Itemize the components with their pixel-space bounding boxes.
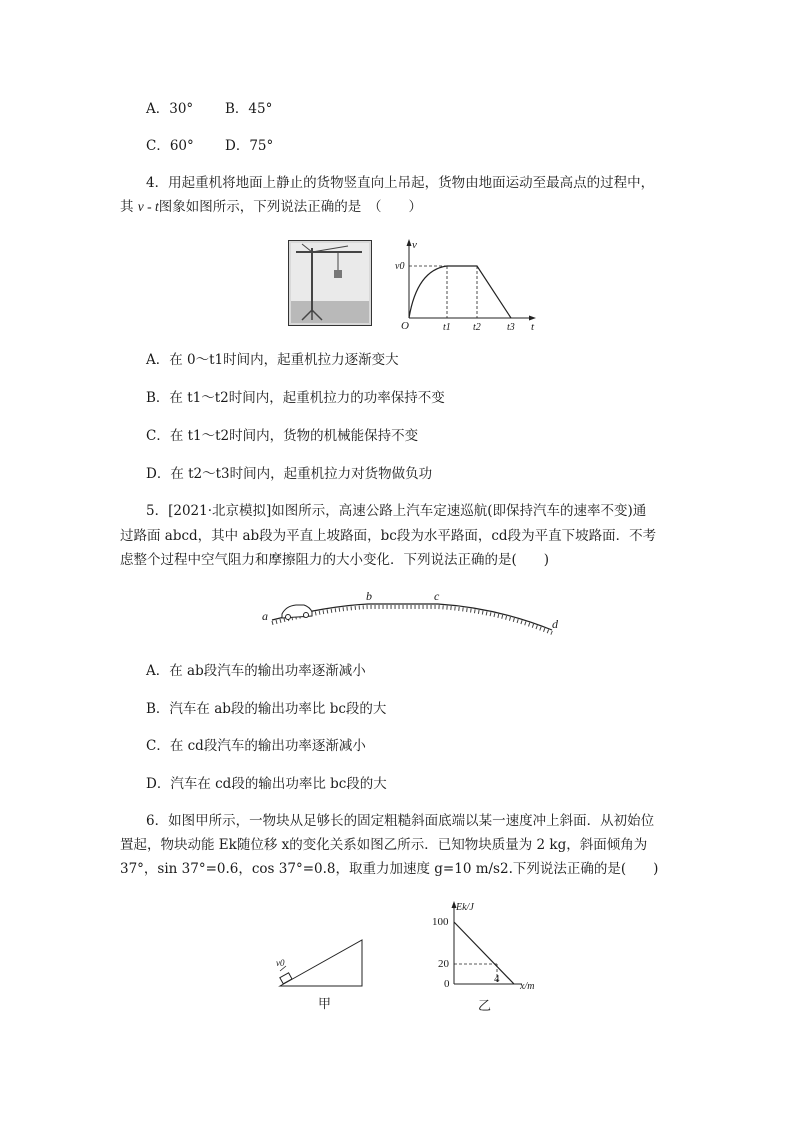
ek-axis-label: Ek/J (456, 902, 474, 913)
t3-label: t3 (507, 322, 515, 333)
q3-option-a: A．30° (146, 101, 194, 117)
q4-option-c: C．在 t1～t2时间内，货物的机械能保持不变 (146, 428, 419, 444)
tick-4: 4 (494, 973, 500, 985)
point-b-label: b (366, 589, 372, 603)
x-axis-label: x/m (520, 981, 535, 992)
figure-yi-label: 乙 (478, 998, 492, 1013)
q4-option-d: D．在 t2～t3时间内，起重机拉力对货物做负功 (146, 466, 433, 482)
q4-vt-graph (395, 236, 545, 336)
q5-road-diagram (258, 590, 568, 636)
q5-stem-line-2: 过路面 abcd，其中 ab段为平直上坡路面，bc段为水平路面，cd段为平直下坡路面．不考 (120, 528, 657, 544)
t1-label: t1 (443, 322, 451, 333)
origin-label: O (401, 320, 409, 332)
point-a-label: a (262, 609, 268, 623)
q5-stem-line-3: 虑整个过程中空气阻力和摩擦阻力的大小变化．下列说法正确的是( ) (120, 552, 550, 568)
q6-figure-yi (422, 898, 552, 1016)
q5-stem-line-1: 5．[2021·北京模拟]如图所示，高速公路上汽车定速巡航(即保持汽车的速率不变)通 (146, 503, 647, 519)
v0-label: v0 (276, 958, 285, 968)
ek-line (454, 922, 514, 984)
q6-stem-line-1: 6．如图甲所示，一物块从足够长的固定粗糙斜面底端以某一速度冲上斜面．从初始位 (146, 813, 655, 829)
q3-option-d: D．75° (225, 138, 274, 154)
v-label: v (412, 239, 417, 251)
q4-stem-line-2: 其 v - t图象如图所示，下列说法正确的是 （ ） (120, 199, 423, 215)
q6-stem-line-2: 置起，物块动能 Ek随位移 x的变化关系如图乙所示．已知物块质量为 2 kg，斜面倾角为 (120, 837, 648, 853)
tick-0: 0 (444, 978, 450, 990)
q3-option-c: C．60° (146, 138, 194, 154)
q5-option-c: C．在 cd段汽车的输出功率逐渐减小 (146, 738, 366, 754)
q4-option-a: A．在 0～t1时间内，起重机拉力逐渐变大 (146, 352, 399, 368)
v0-label: v0 (395, 261, 405, 272)
car-icon (282, 605, 312, 620)
q5-option-d: D．汽车在 cd段的输出功率比 bc段的大 (146, 776, 387, 792)
q6-stem-line-3: 37°，sin 37°=0.6，cos 37°=0.8，取重力加速度 g=10 m/s2.下列说法正确的是( ) (120, 861, 659, 877)
t-label: t (531, 321, 535, 333)
tick-100: 100 (432, 916, 449, 928)
q5-option-a: A．在 ab段汽车的输出功率逐渐减小 (146, 663, 366, 679)
crane-photo (288, 240, 372, 326)
q6-figure-jia (272, 938, 372, 1014)
figure-jia-label: 甲 (318, 996, 332, 1011)
q3-option-b: B．45° (225, 101, 273, 117)
q4-option-b: B．在 t1～t2时间内，起重机拉力的功率保持不变 (146, 390, 445, 406)
q4-stem-line-1: 4．用起重机将地面上静止的货物竖直向上吊起，货物由地面运动至最高点的过程中， (146, 175, 655, 191)
tick-20: 20 (438, 958, 449, 970)
point-c-label: c (434, 589, 440, 603)
vt-curve (409, 266, 511, 318)
q5-option-b: B．汽车在 ab段的输出功率比 bc段的大 (146, 701, 387, 717)
t2-label: t2 (473, 322, 481, 333)
point-d-label: d (552, 617, 558, 631)
